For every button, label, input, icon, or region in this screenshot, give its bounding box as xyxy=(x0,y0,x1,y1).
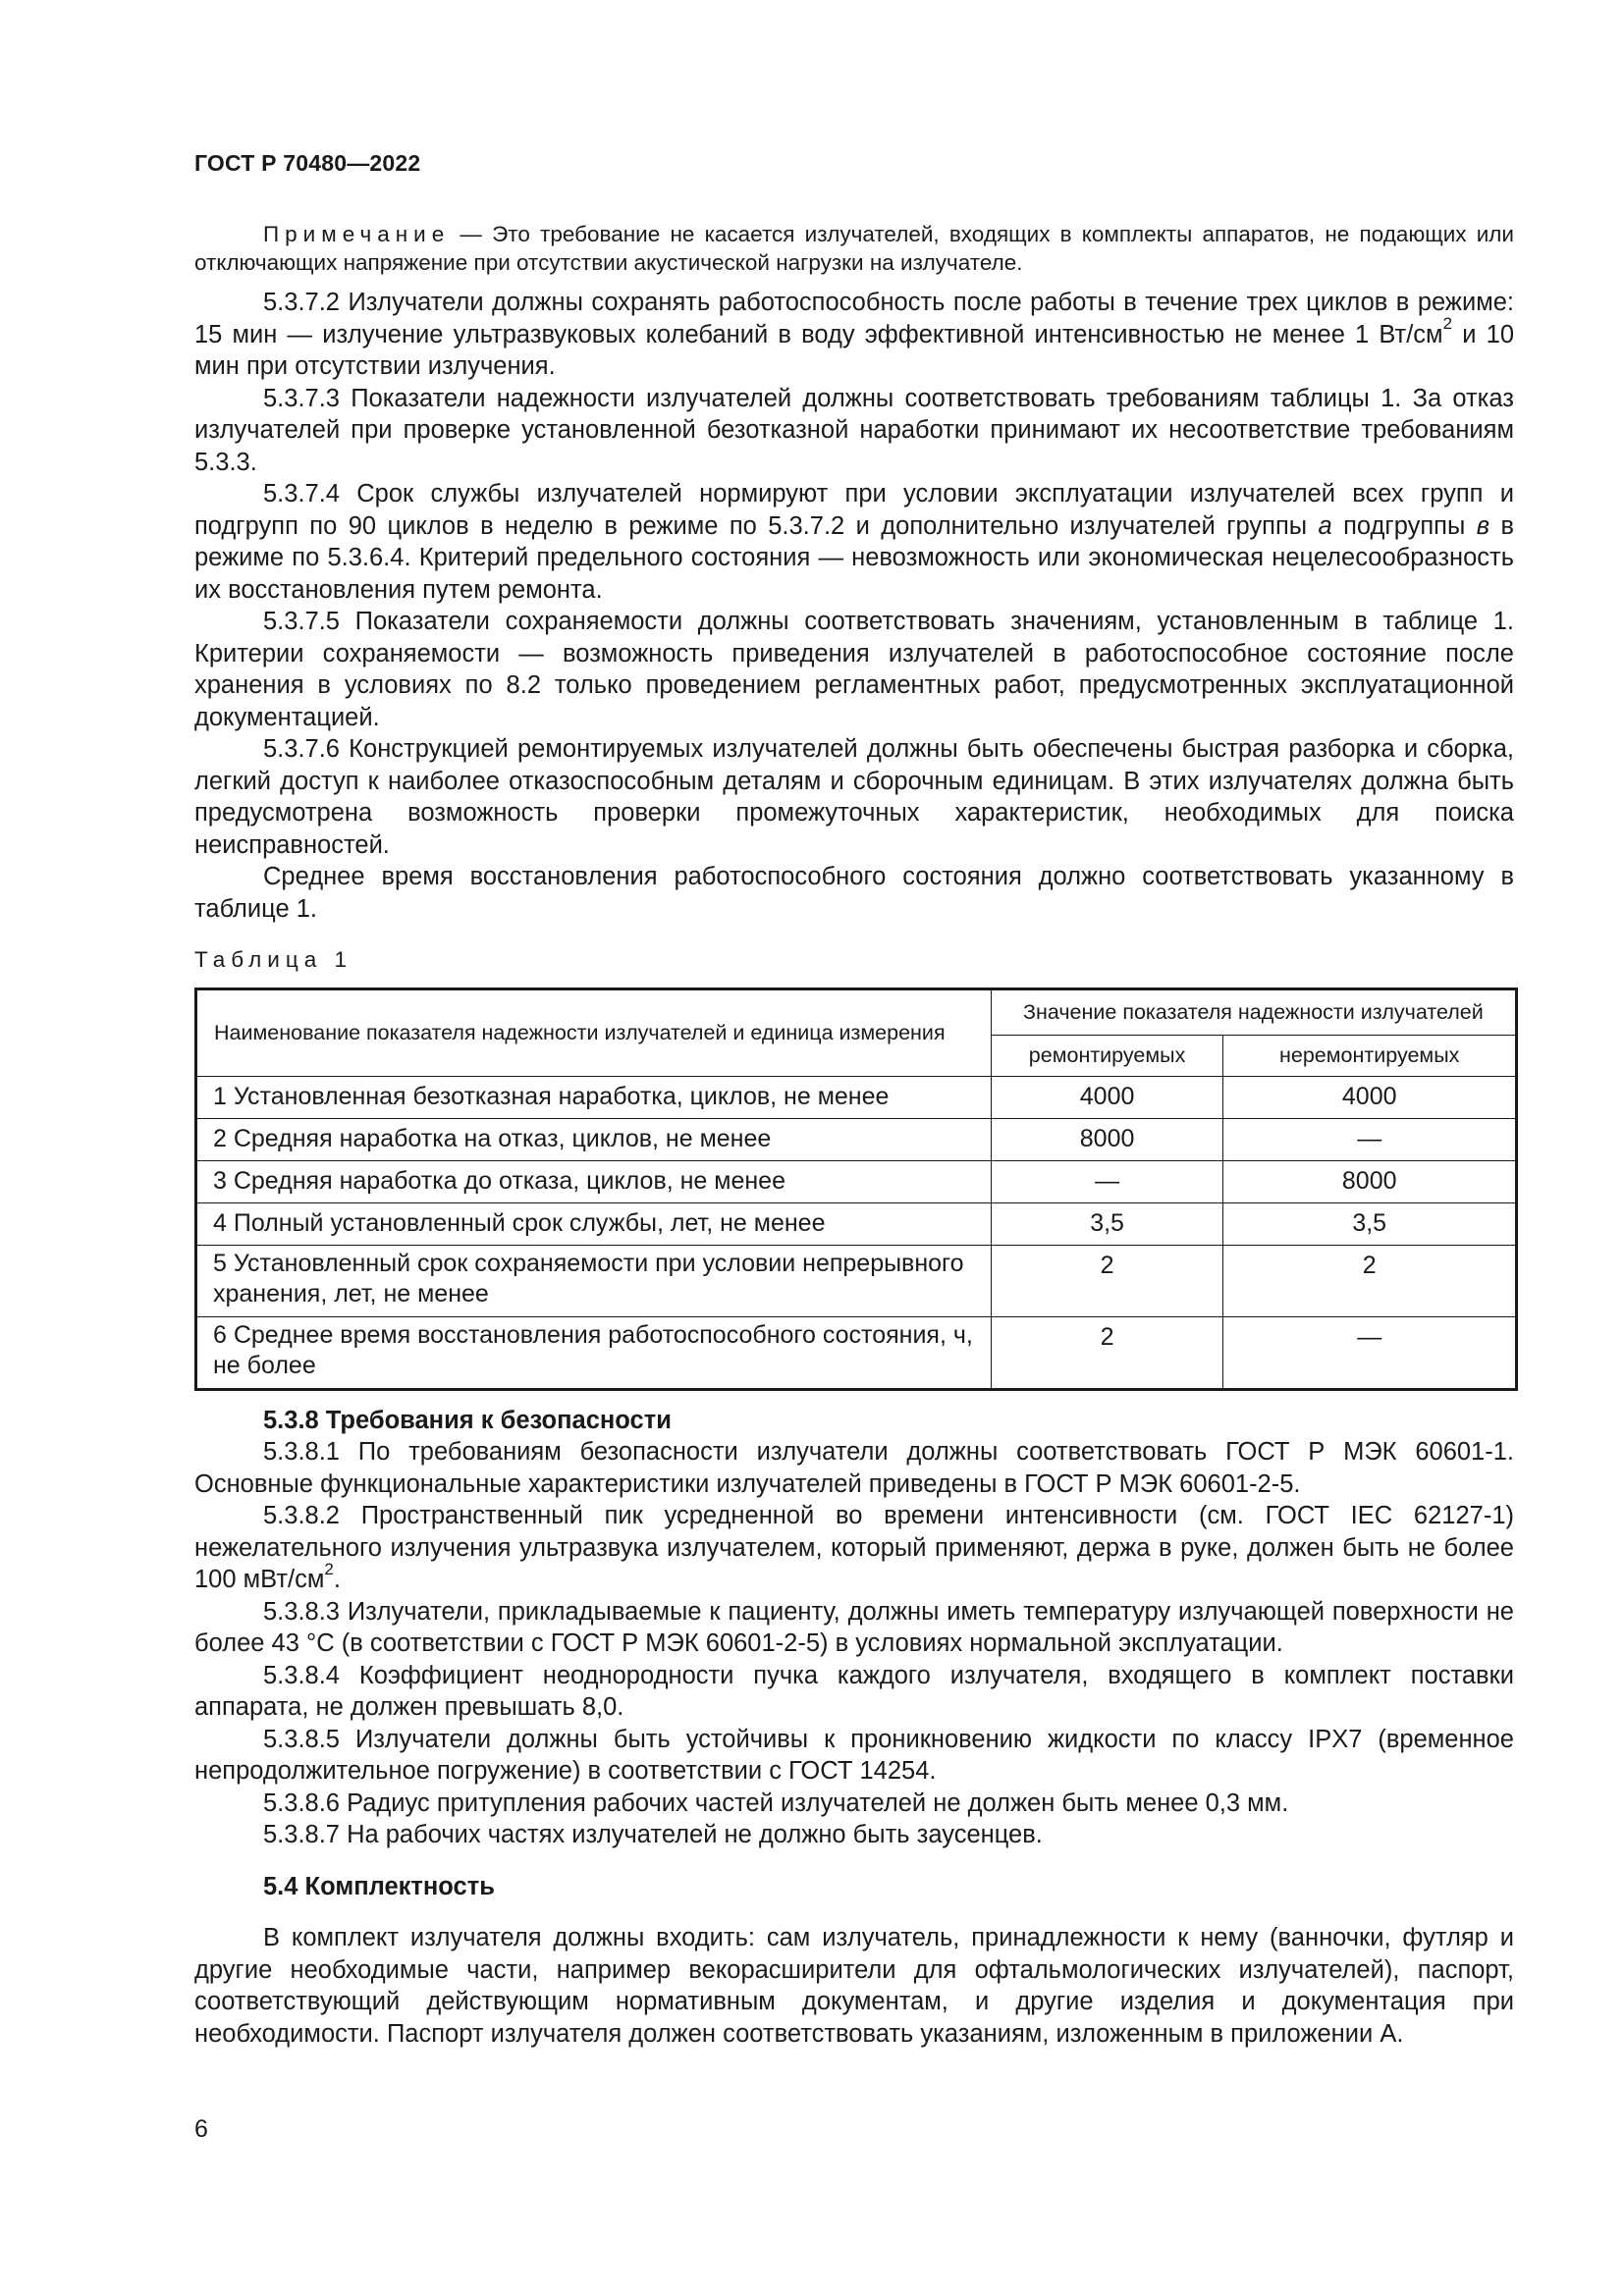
table-header-nonrepairable: неремонтируемых xyxy=(1223,1035,1517,1076)
paragraph-5-3-7-6: 5.3.7.6 Конструкцией ремонтируемых излучателей должны быть обеспечены быстрая разборка и сборка, легкий доступ к наиболее отказоспособным деталям и сборочным единицам. В этих излучателях должна быть предусмотрена возможность проверки промежуточных характеристик, необходимых для поиска неисправностей. xyxy=(194,735,1514,859)
paragraph-5-3-8-1: 5.3.8.1 По требованиям безопасности излучатели должны соответствовать ГОСТ Р МЭК 60601-1. Основные функциональные характеристики излучателей приведены в ГОСТ Р МЭК 60601-2-5. xyxy=(194,1438,1514,1498)
page-number: 6 xyxy=(194,2115,208,2143)
note-text: — Это требование не касается излучателей, входящих в комплекты аппаратов, не подающих или отключающих напряжение при отсутствии акустической нагрузки на излучателе. xyxy=(194,222,1514,275)
paragraph-5-3-8-6: 5.3.8.6 Радиус притупления рабочих частей излучателей не должен быть менее 0,3 мм. xyxy=(263,1789,1289,1817)
section-title-5-3-8: 5.3.8 Требования к безопасности xyxy=(263,1406,672,1434)
group-letter: а xyxy=(1318,511,1332,540)
table-row xyxy=(196,1202,1517,1245)
table-cell-name: 1 Установленная безотказная наработка, циклов, не менее xyxy=(196,1076,992,1118)
document-header: ГОСТ Р 70480—2022 xyxy=(194,150,421,176)
paragraph-5-3-7-4-tail: в режиме по 5.3.6.4. Критерий предельного состояния — невозможность или экономическая нецелесообразность их восстановления путем ремонта. xyxy=(194,511,1514,604)
table-cell-repairable: 2 xyxy=(991,1245,1223,1316)
table-cell-name: 5 Установленный срок сохраняемости при условии непрерывного хранения, лет, не менее xyxy=(196,1245,992,1316)
paragraph-mean-time: Среднее время восстановления работоспособного состояния должно соответствовать указанному в таблице 1. xyxy=(194,863,1514,923)
table-row xyxy=(196,1160,1517,1202)
table-cell-repairable: 4000 xyxy=(991,1076,1223,1118)
table-header-group: Значение показателя надежности излучателей xyxy=(991,988,1516,1035)
paragraph-5-3-7-4-mid: подгруппы xyxy=(1331,511,1477,540)
table-cell-nonrepairable: 4000 xyxy=(1223,1076,1517,1118)
table-cell-nonrepairable: — xyxy=(1223,1316,1517,1389)
subgroup-letter: в xyxy=(1476,511,1490,540)
paragraph-5-3-8-2-text: 5.3.8.2 Пространственный пик усредненной во времени интенсивности (см. ГОСТ IEC 62127-1) нежелательного излучения ультразвука излучателем, который применяют, держа в руке, должен быть не более 100 мВт/см xyxy=(194,1502,1514,1593)
paragraph-5-3-7-4 xyxy=(194,478,1514,606)
table-cell-nonrepairable: — xyxy=(1223,1118,1517,1160)
paragraph-5-3-8-2 xyxy=(194,1500,1514,1596)
paragraph-5-3-7-2 xyxy=(194,287,1514,383)
table-caption: Таблица 1 xyxy=(194,947,352,972)
table-row xyxy=(196,1076,1517,1118)
table-header-name: Наименование показателя надежности излучателей и единица измерения xyxy=(196,988,992,1076)
paragraph-5-3-7-4-text: 5.3.7.4 Срок службы излучателей нормируют при условии эксплуатации излучателей всех групп и подгрупп по 90 циклов в неделю в режиме по 5.3.7.2 и дополнительно излучателей группы xyxy=(194,480,1514,540)
superscript: 2 xyxy=(1442,314,1453,333)
paragraph-5-3-8-7: 5.3.8.7 На рабочих частях излучателей не должно быть заусенцев. xyxy=(263,1821,1043,1848)
section-title-5-4: 5.4 Комплектность xyxy=(263,1872,495,1900)
table-row xyxy=(196,1316,1517,1389)
table-cell-repairable: 8000 xyxy=(991,1118,1223,1160)
paragraph-5-3-7-3: 5.3.7.3 Показатели надежности излучателей должны соответствовать требованиям таблицы 1. За отказ излучателей при проверке установленной безотказной наработки принимают их несоответствие требованиям 5.3.3. xyxy=(194,384,1514,476)
table-cell-repairable: 3,5 xyxy=(991,1202,1223,1245)
table-cell-name: 4 Полный установленный срок службы, лет, не менее xyxy=(196,1202,992,1245)
paragraph-5-3-7-2-tail: и 10 мин при отсутствии излучения. xyxy=(194,320,1514,380)
table-header-row xyxy=(196,988,1517,1035)
superscript: 2 xyxy=(324,1559,334,1578)
table-cell-name: 2 Средняя наработка на отказ, циклов, не менее xyxy=(196,1118,992,1160)
paragraph-5-3-7-2-text: 5.3.7.2 Излучатели должны сохранять работоспособность после работы в течение трех циклов в режиме: 15 мин — излучение ультразвуковых колебаний в воду эффективной интенсивностью не менее 1 Вт/см xyxy=(194,289,1514,348)
page-content xyxy=(194,220,1514,2050)
reliability-table xyxy=(194,988,1518,1391)
paragraph-5-3-8-5: 5.3.8.5 Излучатели должны быть устойчивы к проникновению жидкости по классу IPX7 (временное непродолжительное погружение) в соответствии с ГОСТ 14254. xyxy=(194,1725,1514,1785)
table-header-repairable: ремонтируемых xyxy=(991,1035,1223,1076)
paragraph-5-3-8-3: 5.3.8.3 Излучатели, прикладываемые к пациенту, должны иметь температуру излучающей поверхности не более 43 °С (в соответствии с ГОСТ Р МЭК 60601-2-5) в условиях нормальной эксплуатации. xyxy=(194,1597,1514,1657)
table-row xyxy=(196,1118,1517,1160)
table-cell-repairable: 2 xyxy=(991,1316,1223,1389)
table-cell-repairable: — xyxy=(991,1160,1223,1202)
table-row xyxy=(196,1245,1517,1316)
table-cell-nonrepairable: 8000 xyxy=(1223,1160,1517,1202)
paragraph-5-3-7-5: 5.3.7.5 Показатели сохраняемости должны соответствовать значениям, установленным в таблице 1. Критерии сохраняемости — возможность приведения излучателей в работоспособное состояние после хранения в условиях по 8.2 только проведением регламентных работ, предусмотренных эксплуатационной документацией. xyxy=(194,608,1514,731)
paragraph-5-4: В комплект излучателя должны входить: сам излучатель, принадлежности к нему (ванночки, футляр и другие необходимые части, например векорасширители для офтальмологических излучателей), паспорт, соответствующий действующим нормативным документам, и другие изделия и документация при необходимости. Паспорт излучателя должен соответствовать указаниям, изложенным в приложении А. xyxy=(194,1924,1514,2048)
paragraph-5-3-8-2-tail: . xyxy=(333,1566,341,1593)
paragraph-5-3-8-4: 5.3.8.4 Коэффициент неоднородности пучка каждого излучателя, входящего в комплект поставки аппарата, не должен превышать 8,0. xyxy=(194,1661,1514,1721)
note-label: Примечание xyxy=(263,222,451,246)
note-paragraph xyxy=(194,220,1514,277)
table-cell-name: 3 Средняя наработка до отказа, циклов, не менее xyxy=(196,1160,992,1202)
table-cell-name: 6 Среднее время восстановления работоспособного состояния, ч, не более xyxy=(196,1316,992,1389)
table-cell-nonrepairable: 2 xyxy=(1223,1245,1517,1316)
table-cell-nonrepairable: 3,5 xyxy=(1223,1202,1517,1245)
